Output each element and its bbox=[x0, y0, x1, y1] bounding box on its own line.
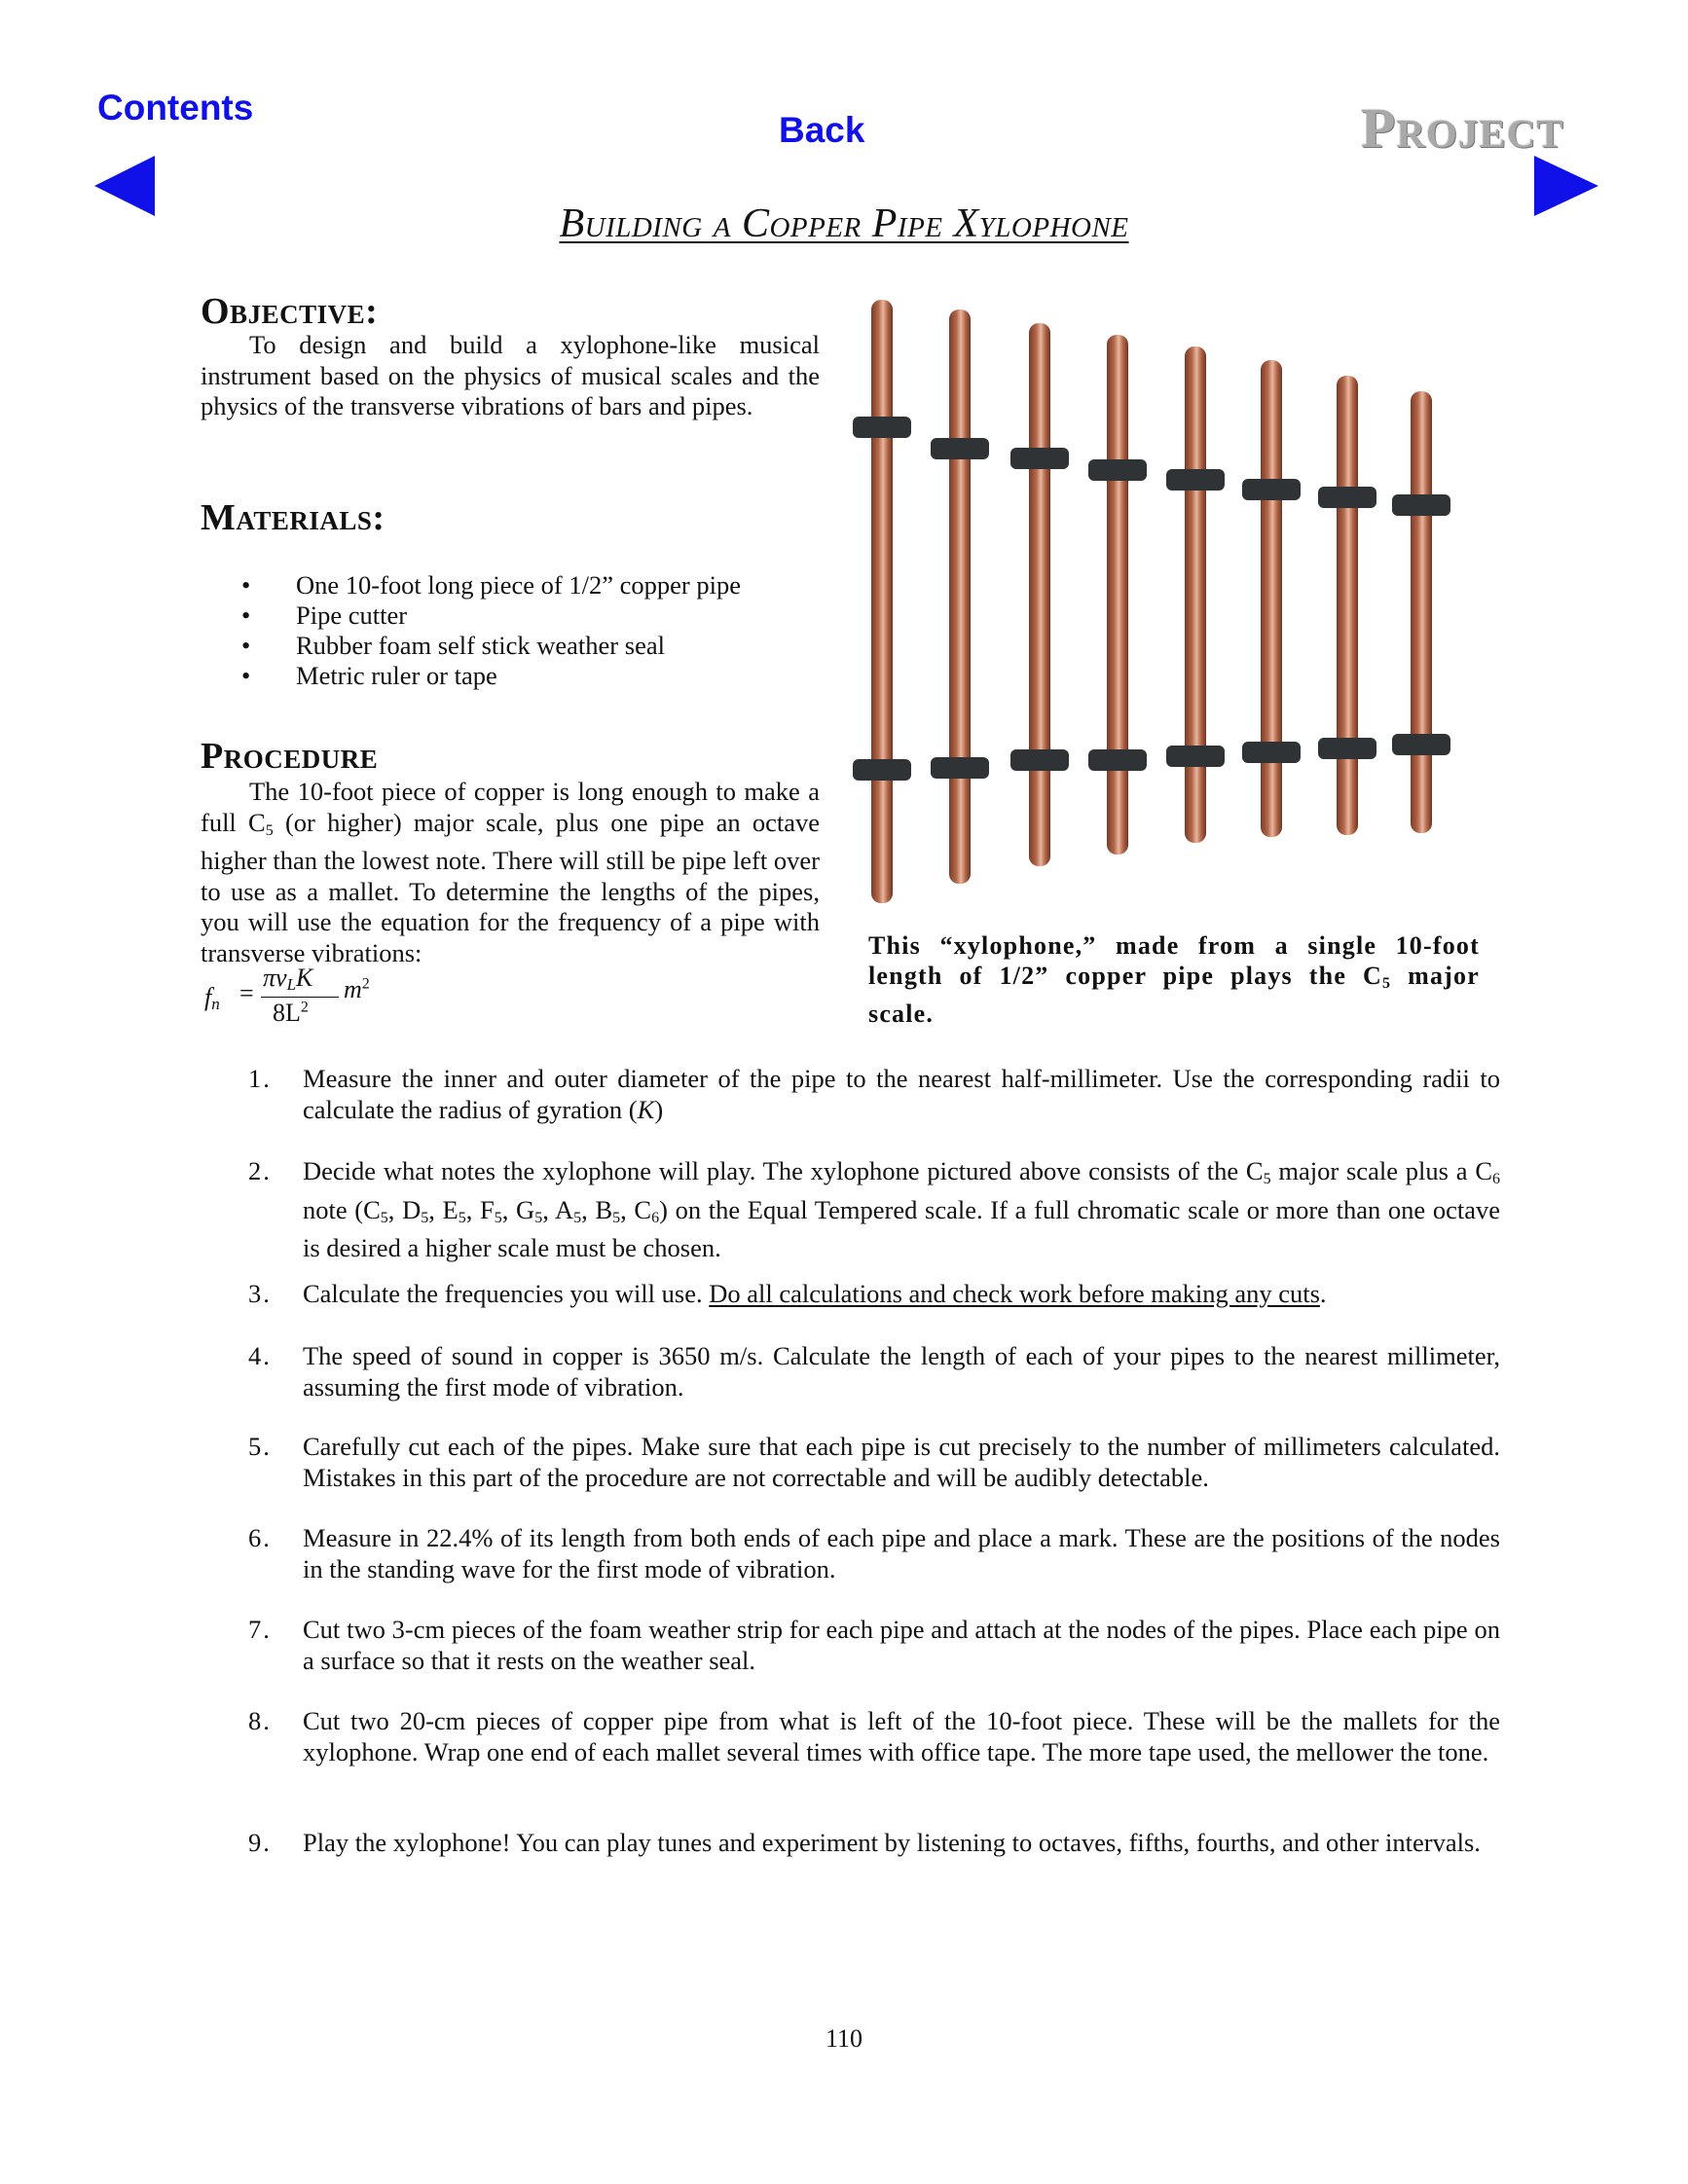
photo-caption: This “xylophone,” made from a single 10-foot length of 1/2” copper pipe plays the $C_5$ major scale. bbox=[868, 931, 1480, 1028]
list-item: • Pipe cutter bbox=[241, 601, 408, 630]
list-item: • Metric ruler or tape bbox=[241, 661, 497, 690]
page-number: 110 bbox=[825, 2024, 863, 2053]
back-link[interactable]: Back bbox=[779, 110, 865, 150]
contents-link[interactable]: Contents bbox=[97, 88, 254, 127]
objective-text: To design and build a xylophone-like musical instrument based on the physics of musical scales and the physics of the transverse vibrations of bars and pipes. bbox=[201, 330, 820, 420]
page-title: Building a Copper Pipe Xylophone bbox=[559, 201, 1129, 246]
project-label: Project bbox=[1361, 96, 1564, 160]
frequency-formula: $f_n$ = $\pi v_LK$ $8L^2$ $m^2$ bbox=[204, 964, 370, 1027]
list-item: • One 10-foot long piece of 1/2” copper pipe bbox=[241, 570, 741, 600]
objective-heading: Objective: bbox=[201, 291, 379, 332]
procedure-intro: The 10-foot piece of copper is long enough to make a full $C_5$ (or higher) major scale, plus one pipe an octave higher than the lowest note. There will still be pipe left over to use as a mallet. To determine the lengths of the pipes, you will use the equation for the frequency of a pipe with transverse vibrations: bbox=[201, 777, 820, 967]
materials-heading: Materials: bbox=[201, 497, 385, 538]
list-item: • Rubber foam self stick weather seal bbox=[241, 631, 665, 660]
procedure-heading: Procedure bbox=[201, 736, 379, 777]
procedure-steps: 1. Measure the inner and outer diameter of the pipe to the nearest half-millimeter. Use the corresponding radii to calculate the radius of gyration (K) 2. Decide what notes the xylophone will play. The xylophone pictured above consists of the $C_5$ major scale plus a $C_6$ note ($C_5$, $D_5$, $E_5$, $F_5$, $G_5$, $A_5$, $B_5$, $C_6$) on the Equal Tempered scale. If a full chromatic scale or more than one octave is desired a higher scale must be chosen. 3. Calculate the frequencies you will use. Do all calculations and check work before making any cuts. 4. The speed of sound in copper is 3650 m/s. Calculate the length of each of your pipes to the nearest millimeter, assuming the first mode of vibration. 5. Carefully cut each of the pipes. Make sure that each pipe is cut precisely to the number of millimeters calculated. Mistakes in this part of the procedure are not correctable and will be audibly detectable. 6. Measure in 22.4% of its length from both ends of each pipe and place a mark. These are the positions of the nodes in the standing wave for the first mode of vibration. 7. Cut two 3-cm pieces of the foam weather strip for each pipe and attach at the nodes of the pipes. Place each pipe on a surface so that it rests on the weather seal. 8. Cut two 20-cm pieces of copper pipe from what is left of the 10-foot piece. These will be the mallets for the xylophone. Wrap one end of each mallet several times with office tape. The more tape used, the mellower the tone. 9. Play the xylophone! You can play tunes and experiment by listening to octaves, fifths, fourths, and other intervals. bbox=[248, 1064, 1500, 1857]
